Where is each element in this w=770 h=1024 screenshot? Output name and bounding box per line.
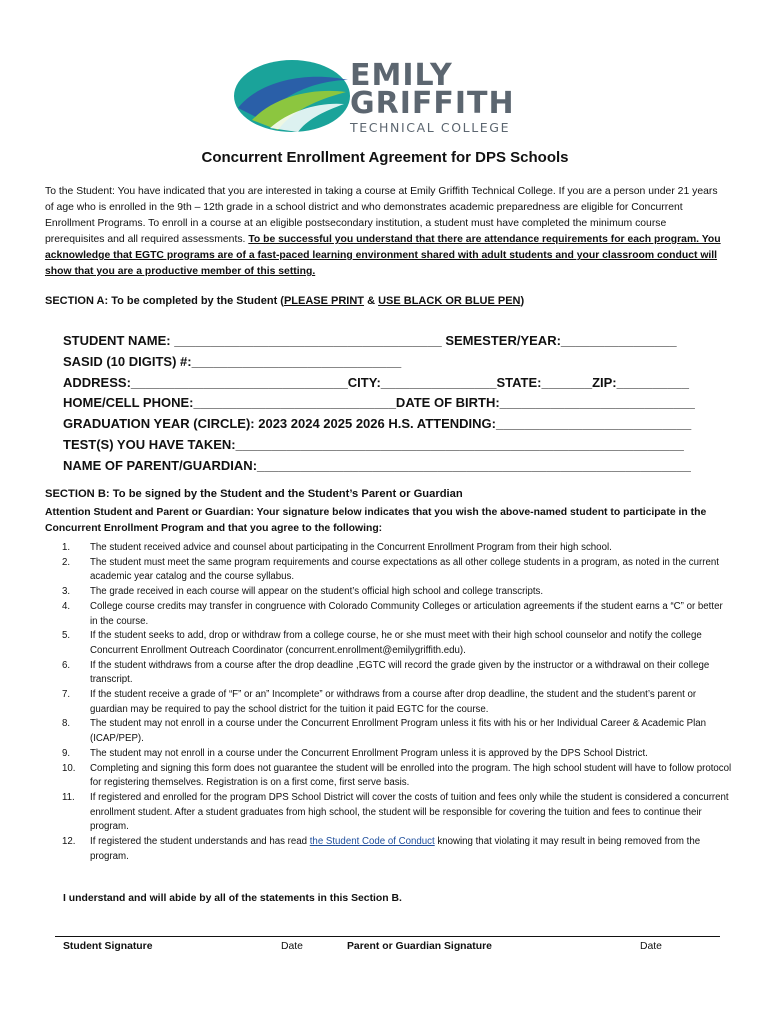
list-item <box>62 835 732 864</box>
list-item-text-end: knowing that violating it may result in being removed from the program. <box>90 836 701 862</box>
list-item-text: If the student receive a grade of “F” or an” Incomplete” or withdraws from a course after drop deadline, the student and the student’s parent or guardian may be required to pay the school district for the tuition it paid EGTC for the course. <box>90 689 697 715</box>
list-item-number: 1. <box>62 542 71 553</box>
list-item-number: 4. <box>62 600 71 612</box>
list-item-number: 12. <box>62 836 76 848</box>
list-item <box>62 629 732 658</box>
list-item-text: If registered the student understands and has read <box>90 836 310 848</box>
list-item <box>62 762 732 791</box>
form-row-address[interactable]: ADDRESS:______________________________CITY:________________STATE:_______ZIP:__________ <box>63 374 689 390</box>
swoosh-logo-icon <box>232 58 352 134</box>
list-item <box>62 747 732 762</box>
section-a-suffix: ) <box>520 295 525 307</box>
list-item-text: Completing and signing this form does not guarantee the student will be enrolled into the program. The high school student will have to follow protocol for registering themselves. Registration is on a first come, first serve basis. <box>90 762 732 789</box>
list-item-number: 6. <box>62 659 71 671</box>
list-item <box>62 659 732 688</box>
list-item-text: If registered and enrolled for the program DPS School District will cover the costs of tuition and fees only while the student is considered a concurrent enrollment student. After a student graduates from high school, the student will be responsible for covering the tuition and fees to continue their program. <box>90 791 729 833</box>
logo-word-emily: EMILY <box>350 58 453 93</box>
document-title: Concurrent Enrollment Agreement for DPS Schools <box>201 149 569 166</box>
section-a-amp: & <box>364 295 379 307</box>
parent-date-label: Date <box>640 941 662 952</box>
section-a-prefix: SECTION A: To be completed by the Student ( <box>45 295 284 307</box>
student-info-form <box>63 331 723 477</box>
section-a-pen: USE BLACK OR BLUE PEN <box>378 295 521 307</box>
form-row-sasid[interactable]: SASID (10 DIGITS) #:_____________________________ <box>63 353 402 369</box>
section-b-attention: Attention Student and Parent or Guardian: Your signature below indicates that you wish the above-named student to participate in the Concurrent Enrollment Program and that you agree to the following: <box>45 507 707 534</box>
code-of-conduct-link[interactable]: the Student Code of Conduct <box>309 836 435 848</box>
list-item-number: 2. <box>62 556 71 568</box>
list-item <box>62 717 732 746</box>
intro-paragraph <box>45 184 725 280</box>
intro-text: To the Student: You have indicated that you are interested in taking a course at Emily Griffith Technical College. If you are a person under 21 years of age who is enrolled in the 9th – 12th grade in a school district and who demonstrates academic preparedness are eligible for Concurrent Enrollment Programs. To enroll in a course at an eligible postsecondary institution, a student must have completed the minimum course prerequisites and all required assessments. <box>45 186 718 245</box>
list-item-text: The student received advice and counsel about participating in the Concurrent Enrollment Program from their high school. <box>90 542 612 553</box>
form-row-phone[interactable]: HOME/CELL PHONE:____________________________DATE OF BIRTH:___________________________ <box>63 395 695 411</box>
list-item-text: College course credits may transfer in congruence with Colorado Community Colleges or articulation agreements if the student earns a “C” or better in the course. <box>90 600 723 627</box>
list-item <box>62 556 732 585</box>
acknowledgement-statement: I understand and will abide by all of the statements in this Section B. <box>63 893 402 904</box>
list-item <box>62 791 732 835</box>
form-row-tests[interactable]: TEST(S) YOU HAVE TAKEN:______________________________________________________________ <box>63 436 684 452</box>
student-date-label: Date <box>281 941 303 952</box>
student-signature-label: Student Signature <box>63 941 153 952</box>
logo-word-griffith: GRIFFITH <box>350 86 515 121</box>
form-row-graduation-year[interactable]: GRADUATION YEAR (CIRCLE): 2023 2024 2025 2026 H.S. ATTENDING:___________________________ <box>63 416 692 432</box>
section-b-heading: SECTION B: To be signed by the Student and the Student’s Parent or Guardian <box>45 488 463 500</box>
form-row-student-name[interactable]: STUDENT NAME: _____________________________________ SEMESTER/YEAR:________________ <box>63 333 677 348</box>
form-row-parent-name[interactable]: NAME OF PARENT/GUARDIAN:____________________________________________________________ <box>63 457 691 473</box>
list-item-text: The student may not enroll in a course under the Concurrent Enrollment Program unless it is approved by the DPS School District. <box>90 747 648 759</box>
signature-line[interactable] <box>55 936 720 937</box>
list-item-number: 10. <box>62 762 76 774</box>
list-item <box>62 688 732 717</box>
college-logo <box>232 56 542 136</box>
agreement-list <box>62 541 732 864</box>
list-item-number: 3. <box>62 586 71 598</box>
list-item-number: 9. <box>62 747 71 759</box>
list-item-text: The grade received in each course will appear on the student’s official high school and college transcripts. <box>90 586 544 598</box>
list-item <box>62 541 732 556</box>
list-item-text: The student may not enroll in a course under the Concurrent Enrollment Program unless it fits with his or her Individual Career & Academic Plan (ICAP/PEP). <box>90 718 706 745</box>
list-item-text: If the student seeks to add, drop or withdraw from a college course, he or she must meet with their high school counselor and notify the college Concurrent Enrollment Outreach Coordinator (concurrent.enrollment@emilygriffith.edu). <box>90 630 702 656</box>
list-item-number: 8. <box>62 718 71 730</box>
section-a-heading <box>45 295 524 307</box>
list-item-number: 11. <box>62 791 75 803</box>
list-item-text: If the student withdraws from a course after the drop deadline ,EGTC will record the grade given by the instructor or a withdrawal on their college transcript. <box>90 659 710 686</box>
list-item-number: 5. <box>62 630 71 642</box>
logo-word-technical-college: TECHNICAL COLLEGE <box>350 120 511 135</box>
list-item <box>62 585 732 600</box>
list-item-text: The student must meet the same program requirements and course expectations as all other college students in a program, as noted in the current academic year catalog and the course syllabus. <box>90 556 719 583</box>
parent-signature-label: Parent or Guardian Signature <box>347 941 492 952</box>
list-item-number: 7. <box>62 689 71 701</box>
intro-emphasis: To be successful you understand that there are attendance requirements for each program. You acknowledge that EGTC programs are of a fast-paced learning environment shared with adult students and your classroom conduct will show that you are a productive member of this setting. <box>45 234 721 277</box>
section-a-print: PLEASE PRINT <box>283 295 365 307</box>
list-item <box>62 600 732 629</box>
